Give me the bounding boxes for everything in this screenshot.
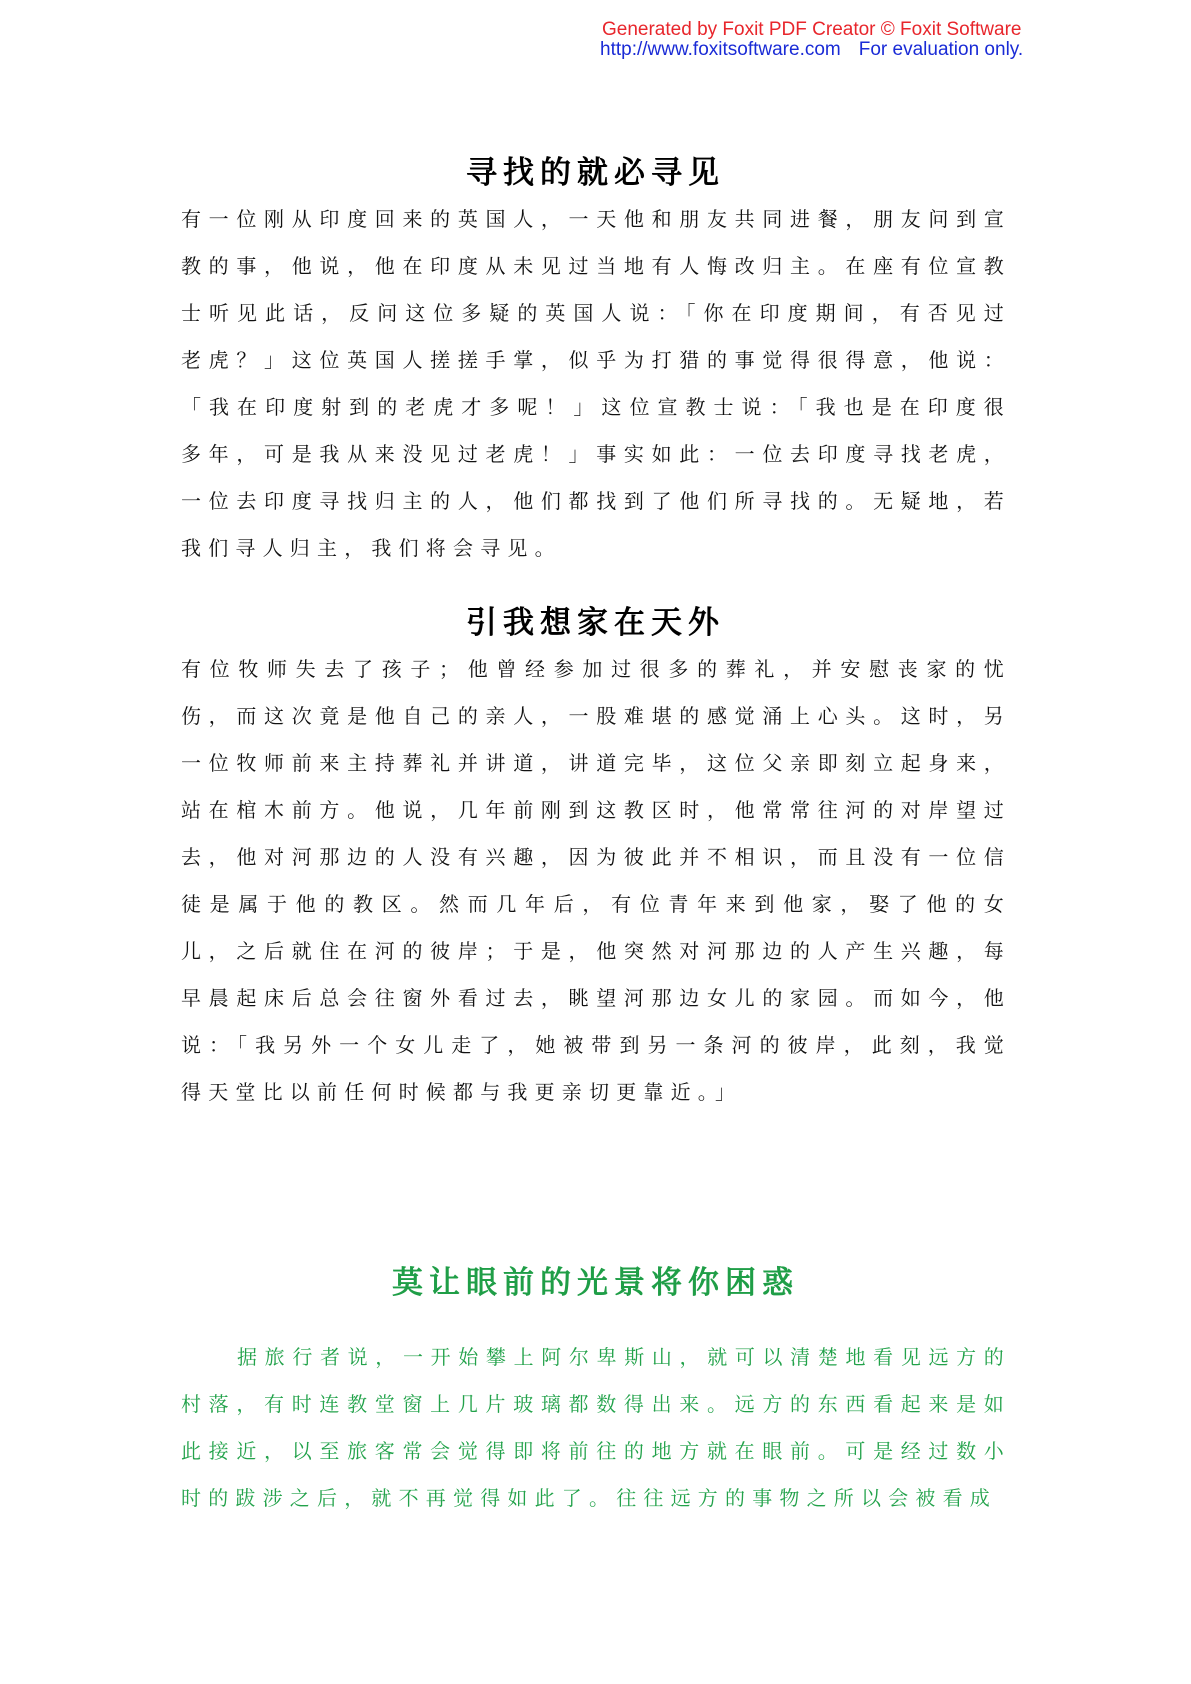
watermark-url: http://www.foxitsoftware.com <box>600 39 841 60</box>
section-title-seek-find: 寻找的就必寻见 <box>466 155 725 191</box>
section-body-seek-find: 有一位刚从印度回来的英国人，一天他和朋友共同进餐，朋友问到宣教的事，他说，他在印度从未见过当地有人悔改归主。在座有位宣教士听见此话，反问这位多疑的英国人说：「你在印度期间，有否见过老虎？」这位英国人搓搓手掌，似乎为打猎的事觉得很得意，他说：「我在印度射到的老虎才多呢！」这位宣教士说：「我也是在印度很多年，可是我从来没见过老虎！」事实如此：一位去印度寻找老虎，一位去印度寻找归主的人，他们都找到了他们所寻找的。无疑地，若我们寻人归主，我们将会寻见。 <box>181 207 1011 560</box>
section-title-heaven-home: 引我想家在天外 <box>466 605 725 641</box>
section-body-heaven-home: 有位牧师失去了孩子；他曾经参加过很多的葬礼，并安慰丧家的忧伤，而这次竟是他自己的亲人，一股难堪的感觉涌上心头。这时，另一位牧师前来主持葬礼并讲道，讲道完毕，这位父亲即刻立起身来，站在棺木前方。他说，几年前刚到这教区时，他常常往河的对岸望过去，他对河那边的人没有兴趣，因为彼此并不相识，而且没有一位信徒是属于他的教区。然而几年后，有位青年来到他家，娶了他的女儿，之后就住在河的彼岸；于是，他突然对河那边的人产生兴趣，每早晨起床后总会往窗外看过去，眺望河那边女儿的家园。而如今，他说：「我另外一个女儿走了，她被带到另一条河的彼岸，此刻，我觉得天堂比以前任何时候都与我更亲切更靠近。」 <box>181 657 1011 1104</box>
watermark-evaluation-note: For evaluation only. <box>858 39 1024 60</box>
section-title-do-not-be-confused: 莫让眼前的光景将你困惑 <box>392 1265 799 1301</box>
section-body-do-not-be-confused: 据旅行者说，一开始攀上阿尔卑斯山，就可以清楚地看见远方的村落，有时连教堂窗上几片玻璃都数得出来。远方的东西看起来是如此接近，以至旅客常会觉得即将前往的地方就在眼前。可是经过数小时的跋涉之后，就不再觉得如此了。往往远方的事物之所以会被看成 <box>181 1345 1011 1510</box>
watermark-generated-by: Generated by Foxit PDF Creator © Foxit Software <box>602 19 1022 40</box>
evaluation-watermark <box>600 20 1120 60</box>
watermark-second-line <box>600 40 1120 60</box>
